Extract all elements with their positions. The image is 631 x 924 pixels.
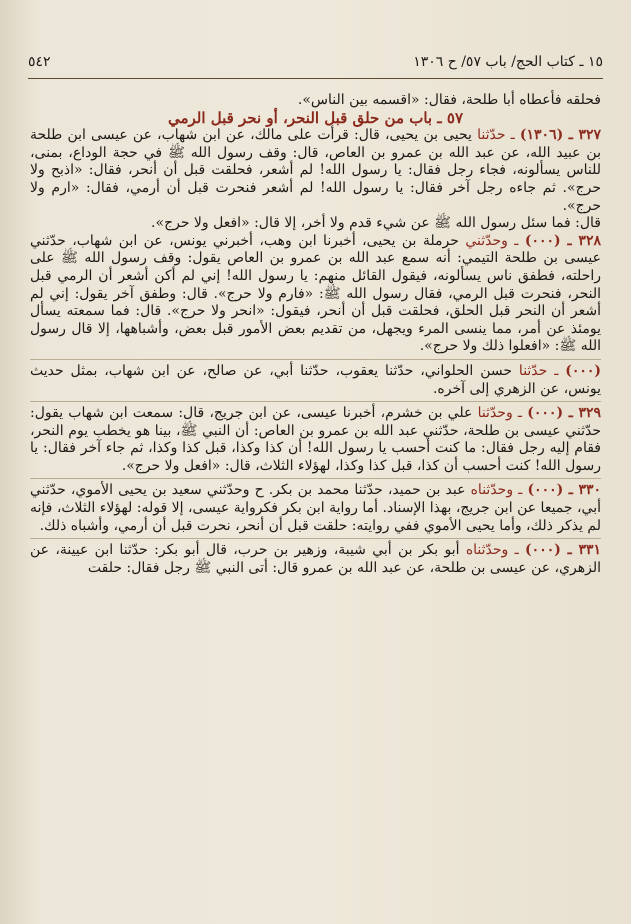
page-body	[30, 92, 601, 577]
hadith-number: ٣٢٨ ـ (٠٠٠)	[524, 232, 601, 249]
hadith-text: أبو بكر بن أبي شيبة، وزهير بن حرب، قال أبو بكر: حدّثنا ابن عيينة، عن الزهري، عن عيسى بن طلحة، عن عبد الله بن عمرو قال: أتى النبي ﷺ رجل فقال: حلقت	[30, 542, 601, 576]
hadith-328	[30, 233, 601, 356]
page-number: ٥٤٢	[28, 54, 51, 70]
hadith-lead: ـ وحدّثناه	[465, 542, 519, 559]
opening-line: فحلقه فأعطاه أبا طلحة، فقال: «اقسمه بين الناس».	[297, 92, 601, 108]
hadith-text: يحيى بن يحيى، قال: قرأت على مالك، عن ابن شهاب، عن عيسى ابن طلحة بن عبيد الله، عن عبد الله بن عمرو بن العاص، قال: وقف رسول الله ﷺ في حجة الوداع، بمنى، للناس يسألونه، فجاء رجل فقال: يا رسول الله! لم أشعر، فحلقت قبل أن أنحر، فقال: «اذبح ولا حرج». ثم جاءه رجل آخر فقال: يا رسول الله! لم أشعر فنحرت قبل أن أرمي، فقال: «ارم ولا حرج».	[30, 127, 601, 214]
hadith-number: (٠٠٠)	[565, 362, 602, 379]
hadith-number: ٣٢٩ ـ (٠٠٠)	[527, 405, 601, 422]
hadith-number: ٣٣١ ـ (٠٠٠)	[525, 542, 601, 559]
section-title: ٥٧ ـ باب من حلق قبل النحر، أو نحر قبل الرمي	[167, 108, 464, 127]
hadith-text: علي بن خشرم، أخبرنا عيسى، عن ابن جريج، قال: سمعت ابن شهاب يقول: حدّثني عيسى بن طلحة، حدّثني عبد الله بن عمرو بن العاص: أن النبي ﷺ، بينا هو يخطب يوم النحر، فقام إليه رجل فقال: ما كنت أحسب يا رسول الله! أن كذا وكذا، قبل كذا وكذا، ثم جاء آخر فقال: يا رسول الله! كنت أحسب أن كذا، قبل كذا وكذا، لهؤلاء الثلاث، قال: «افعل ولا حرج».	[30, 405, 601, 474]
hadith-number: ٣٢٧ ـ (١٣٠٦)	[519, 127, 602, 144]
hadith-329	[30, 405, 601, 475]
hadith-text: حرملة بن يحيى، أخبرنا ابن وهب، أخبرني يونس، عن ابن شهاب، حدّثني عيسى بن طلحة التيمي: أنه سمع عبد الله بن عمرو بن العاص يقول: وقف رسول الله ﷺ على راحلته، فطفق ناس يسألونه، فيقول القائل منهم: يا رسول الله! إني لم أكن أشعر أن الرمي قبل النحر، فنحرت قبل الرمي، فقال رسول الله ﷺ: «فارم ولا حرج». قال: وطفق آخر يقول: إني لم أشعر أن النحر قبل الحلق، فحلقت قبل أن أنحر، فيقول: «انحر ولا حرج». قال: فما سمعته يسأل يومئذ عن أمر، مما ينسى المرء ويجهل، من تقديم بعض الأمور قبل بعض، وأشباهها، إلا قال رسول الله ﷺ: «افعلوا ذلك ولا حرج».	[30, 232, 601, 355]
hadith-number: ٣٣٠ ـ (٠٠٠)	[527, 482, 601, 499]
hadith-330	[30, 482, 601, 535]
hadith-331	[30, 542, 601, 577]
hadith-lead: ـ حدّثنا	[477, 127, 515, 144]
hadith-lead: ـ حدّثنا	[518, 362, 559, 379]
divider	[30, 359, 601, 360]
running-title: ١٥ ـ كتاب الحج/ باب ٥٧/ ح ١٣٠٦	[413, 54, 603, 70]
divider	[30, 538, 601, 539]
hadith-000	[30, 363, 601, 398]
hadith-327	[30, 127, 601, 215]
divider	[30, 478, 601, 479]
page-header	[28, 52, 603, 79]
hadith-text: عبد بن حميد، حدّثنا محمد بن بكر. ح وحدّثني سعيد بن يحيى الأموي، حدّثني أبي، جميعا عن ابن جريج، بهذا الإسناد. أما رواية ابن بكر فكرواية عيسى، إلا قوله: لهؤلاء الثلاث، فإنه لم يذكر ذلك، وأما يحيى الأموي ففي روايته: حلقت قبل أن أنحر، نحرت قبل أن أرمي، وأشباه ذلك.	[30, 482, 601, 534]
hadith-lead: ـ وحدّثناه	[470, 482, 523, 499]
hadith-lead: ـ وحدّثنا	[477, 405, 523, 422]
hadith-327-tail: قال: فما سئل رسول الله ﷺ عن شيء قدم ولا أخر، إلا قال: «افعل ولا حرج».	[151, 215, 601, 232]
hadith-lead: ـ وحدّثني	[465, 232, 519, 249]
divider	[30, 401, 601, 402]
hadith-text: حسن الحلواني، حدّثنا يعقوب، حدّثنا أبي، عن صالح، عن ابن شهاب، بمثل حديث يونس، عن الزهري إلى آخره.	[30, 362, 601, 397]
